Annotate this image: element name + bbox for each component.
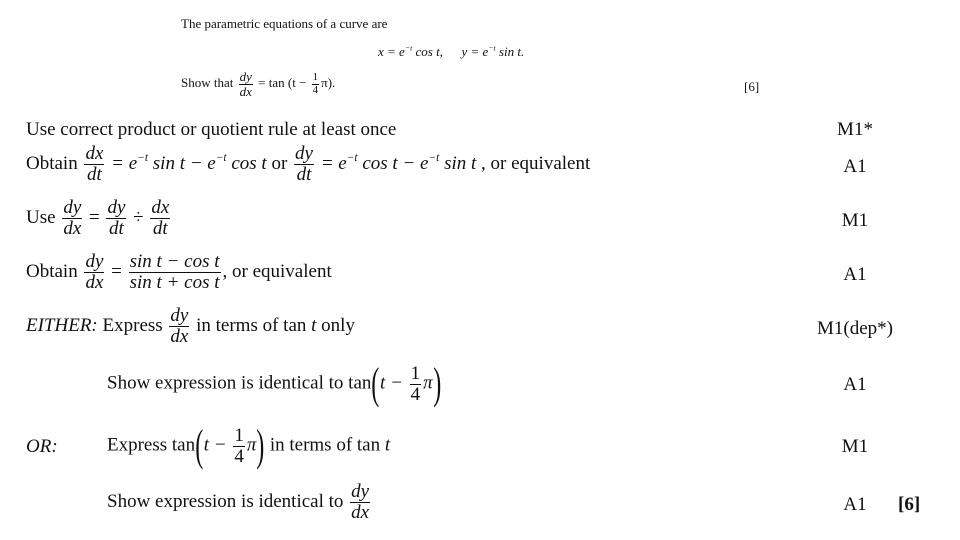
fraction-sin-cos: $\frac{\text{sin t − cos t}}{\text{sin t + cos t}}$ [129, 251, 220, 293]
parametric-equations [378, 44, 524, 60]
fraction-quarter: $\frac{1}{4}$ [234, 424, 244, 467]
scheme-row-5-mark: M1(dep*) [817, 318, 893, 339]
scheme-row-4-text: Obtain $\frac{dy}{dx}$ = $\frac{\text{sin t − cos t}}{\text{sin t + cos t}}$ , or equivalent [26, 251, 332, 293]
scheme-row-2-text: Obtain $\frac{dx}{dt}$ = $e^{-t}$ $\sin t - e^{-t}$ cos t or $\frac{dy}{dt}$ = $e^{-t}$ $\cos t - e^{-t}$ sin t , or equivalent [26, 143, 591, 185]
fraction-quarter: $\frac{1}{4}$ [312, 71, 319, 96]
fraction-dx-dt: $\frac{dx}{dt}$ [151, 197, 170, 239]
scheme-row-1-text: Use correct product or quotient rule at least once [26, 119, 397, 140]
scheme-row-6-mark: A1 [843, 374, 867, 395]
fraction-dx-dt: $\frac{dx}{dt}$ [85, 143, 104, 185]
either-label: EITHER: [26, 314, 98, 336]
question-intro: The parametric equations of a curve are [181, 16, 388, 31]
scheme-row-2-mark: A1 [843, 156, 867, 177]
scheme-row-8-mark: A1 [843, 494, 867, 515]
scheme-row-5-text: EITHER: Express $\frac{dy}{dx}$ in terms of tan t only [26, 305, 355, 347]
fraction-dy-dx: $\frac{dy}{dx}$ [351, 481, 370, 523]
equation-x: $x = e^{-t}$ cos t, [378, 43, 443, 59]
scheme-row-3-mark: M1 [841, 210, 869, 231]
fraction-dy-dt: $\frac{dy}{dt}$ [107, 197, 126, 239]
question-marks: [6] [744, 79, 760, 94]
fraction-dy-dt: $\frac{dy}{dt}$ [295, 143, 313, 185]
or-label: OR: [26, 436, 58, 457]
scheme-row-7-text: Express tan(t − $\frac{1}{4}$ π) in terms of tan t [107, 421, 391, 470]
total-marks: [6] [898, 494, 921, 515]
scheme-row-1-mark: M1* [837, 119, 873, 140]
fraction-quarter: $\frac{1}{4}$ [410, 362, 421, 405]
scheme-row-8-text: Show expression is identical to $\frac{dy}{dx}$ [107, 481, 370, 523]
fraction-dy-dx: $\frac{dy}{dx}$ [170, 305, 189, 347]
scheme-row-7-mark: M1 [841, 436, 869, 457]
scheme-row-3-text: Use $\frac{dy}{dx}$ = $\frac{dy}{dt}$ ÷ $\frac{dx}{dt}$ [26, 197, 170, 239]
show-that-statement: Show that $\frac{dy}{dx}$ = tan (t − $\frac{1}{4}$ π). [181, 69, 336, 99]
scheme-row-6-text: Show expression is identical to tan(t − $\frac{1}{4}$ π) [107, 359, 442, 408]
fraction-dy-dx: $\frac{dy}{dx}$ [85, 251, 104, 293]
equation-y: $y = e^{-t}$ sin t. [461, 43, 525, 59]
scheme-row-4-mark: A1 [843, 264, 867, 285]
fraction-dy-dx: $\frac{dy}{dx}$ [239, 69, 252, 99]
fraction-dy-dx: $\frac{dy}{dx}$ [63, 197, 82, 239]
